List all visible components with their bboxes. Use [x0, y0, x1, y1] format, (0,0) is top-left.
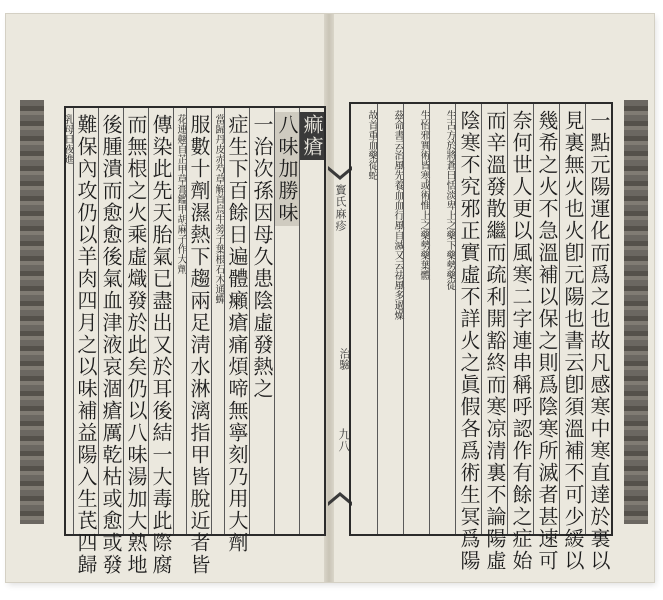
left-note-column: 當歸丹皮赤芍草解首烏牛蒡子葉根石木通蟬 — [211, 108, 224, 534]
section-tag: 痲瘡 — [300, 114, 324, 158]
left-text-column: 難保內攻仍以羊肉四月之以味補益陽入生芪四歸 — [73, 108, 98, 534]
left-head-tag-column — [299, 108, 324, 534]
left-page-edge — [20, 100, 44, 524]
right-columns — [351, 104, 611, 572]
right-text-column: 一點元陽運化而爲之也故凡感寒中寒直達於裏以 — [585, 104, 611, 534]
left-text-column: 症生下百餘日遍體癩瘡痛煩啼無寧刻乃用大劑 — [224, 108, 249, 534]
section-label: 治驗 — [338, 348, 351, 370]
right-text-column: 奈何世人更以風寒二字連串稱呼認作有餘之症始 — [507, 104, 533, 534]
left-note-column: 乳母日夜進 — [62, 114, 73, 164]
right-text-column: 幾希之火不急溫補以保之則爲陰寒所滅者甚速可 — [533, 104, 559, 534]
right-text-column: 陰寒不究邪正實虛不詳火之眞假各爲術生冥爲陽 — [455, 104, 481, 534]
left-text-column: 後腫潰而愈愈後氣血津液哀涸瘡厲乾枯或愈或發 — [98, 108, 123, 534]
left-text-column: 服數十劑濕熱下趨兩足淸水淋漓指甲皆脫近者皆 — [186, 108, 211, 534]
left-note-column: 花連翹自芷甲草膏鑑甲胡麻子作大劑 — [173, 108, 186, 534]
right-note-column: 生怡邪實術皆寒或術惟上之藥勢藥葉體 — [403, 104, 429, 534]
left-columns — [62, 108, 324, 576]
left-text-column: 傳染此先天胎氣已盡出又於耳後結一大毒此際腐 — [148, 108, 173, 534]
right-note-column: 故首重血藥從蛇 — [366, 110, 377, 180]
left-subtitle-column — [274, 108, 299, 534]
book-title: 竇氏麻疹 — [334, 184, 347, 232]
left-text-column: 一治次孫因母久患陰虛發熱之 — [249, 108, 274, 534]
section-subtitle: 八味加勝味 — [275, 114, 299, 224]
folio-number: 九八 — [337, 428, 351, 452]
right-text-column: 而辛溫發散繼而疏利開豁終而寒凉清裏不論陽虛 — [481, 104, 507, 534]
right-note-column: 茲命書云治風先養血血行風自滅又云祛風多過燥 — [377, 104, 403, 534]
left-text-frame — [62, 106, 326, 576]
right-note-column: 生古方於將蒼曰恬淡卑上之藥下藥勢藥從 — [429, 104, 455, 534]
open-book — [6, 14, 654, 582]
right-page-edge — [624, 100, 648, 524]
right-text-column: 見裏無火也火卽元陽也書云卽須溫補不可少緩以 — [559, 104, 585, 534]
left-text-column: 而無根之火乘虛熾發於此矣仍以八味湯加大熟地 — [123, 108, 148, 534]
right-text-frame — [349, 102, 613, 572]
